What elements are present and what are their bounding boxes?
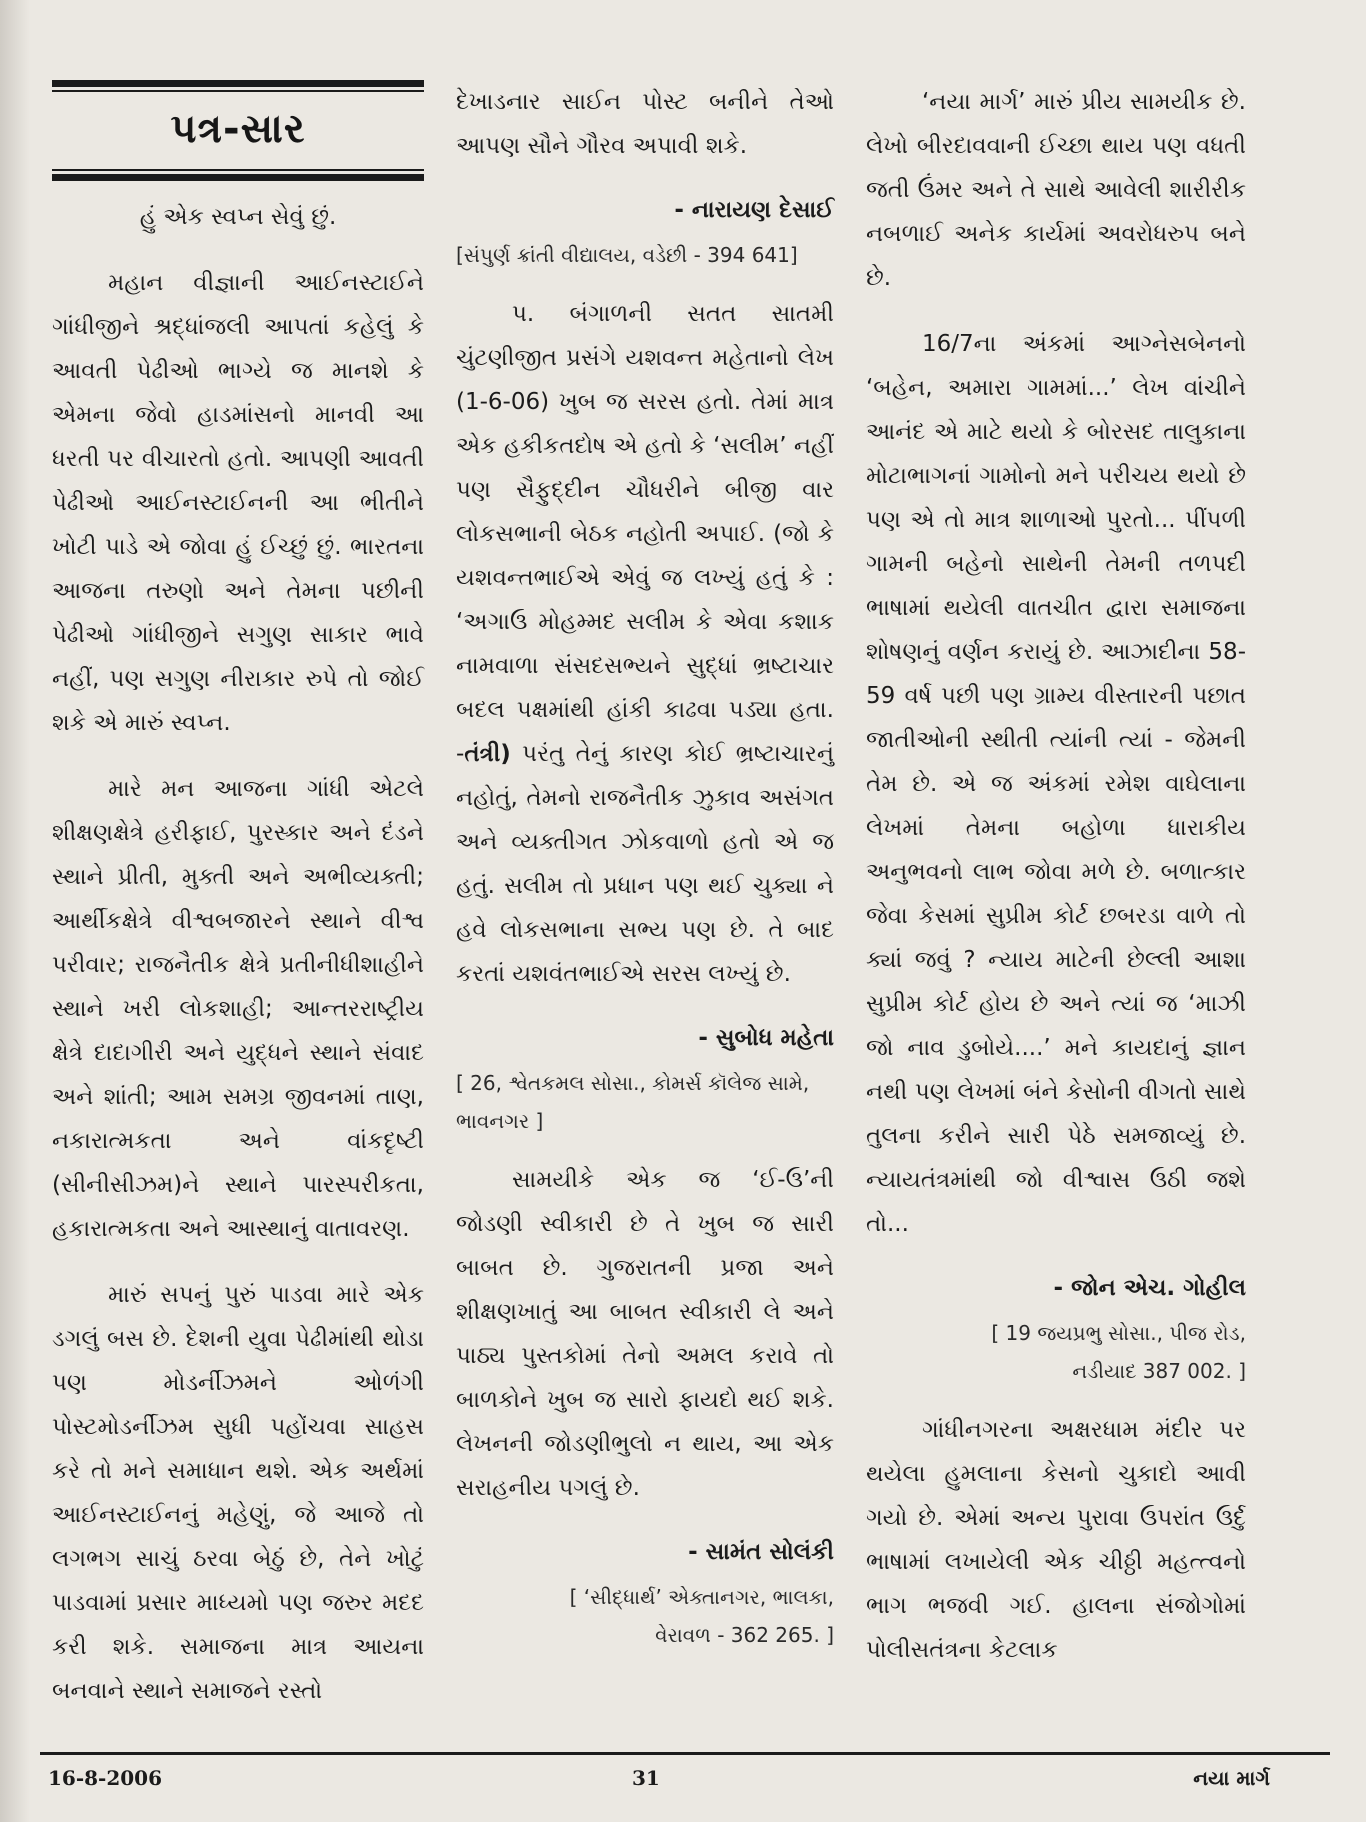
letter-paragraph: મહાન વીજ્ઞાની આઈનસ્ટાઈને ગાંધીજીને શ્રદ્ધાંજલી આપતાં કહેલું કે આવતી પેઢીઓ ભાગ્યે જ માનશે કે એમના જેવો હાડમાંસનો માનવી આ ધરતી પર વીચારતો હતો. આપણી આવતી પેઢીઓ આઈનસ્ટાઈનની આ ભીતીને ખોટી પાડે એ જોવા હું ઈચ્છું છું. ભારતના આજના તરુણો અને તેમના પછીની પેઢીઓ ગાંધીજીને સગુણ સાકાર ભાવે નહીં, પણ સગુણ નીરાકાર રુપે તો જોઈ શકે એ મારું સ્વપ્ન. bbox=[52, 270, 424, 736]
letter-address: [ ‘સીદ્ધાર્થ’ એક્તાનગર, ભાલકા, bbox=[569, 1585, 834, 1609]
letter-paragraph: સામયીકે એક જ ‘ઈ-ઉ’ની જોડણી સ્વીકારી છે તે ખુબ જ સારી બાબત છે. ગુજરાતની પ્રજા અને શીક્ષણખાતું આ બાબત સ્વીકારી લે અને પાઠ્ય પુસ્તકોમાં તેનો અમલ કરાવે તો બાળકોને ખુબ જ સારો ફાયદો થઈ શકે. લેખનની જોડણીભુલો ન થાય, આ એક સરાહનીય પગલું છે. bbox=[456, 1167, 834, 1501]
section-header bbox=[52, 80, 424, 181]
letter-address: [ 26, શ્વેતકમલ સોસા., કોમર્સ કૉલેજ સામે, ભાવનગર ] bbox=[456, 1071, 810, 1133]
page-edge-shadow bbox=[0, 0, 30, 1822]
letter-text: પરંતુ તેનું કારણ કોઈ ભ્રષ્ટાચારનું નહોતું, તેમનો રાજનૈતીક ઝુકાવ અસંગત અને વ્યક્તીગત ઝોકવાળો હતો એ જ હતું. સલીમ તો પ્રધાન પણ થઈ ચુક્યા ને હવે લોકસભાના સભ્ય પણ છે. તે બાદ કરતાં યશવંતભાઈએ સરસ લખ્યું છે. bbox=[456, 741, 834, 987]
letter-address: [સંપુર્ણ ક્રાંતી વીદ્યાલય, વડેછી - 394 641] bbox=[456, 243, 798, 267]
footer-rule bbox=[40, 1752, 1330, 1755]
section-title: પત્ર-સાર bbox=[170, 106, 306, 152]
letter-paragraph bbox=[456, 292, 834, 996]
letter-paragraph: ગાંધીનગરના અક્ષરધામ મંદીર પર થયેલા હુમલાના કેસનો ચુકાદો આવી ગયો છે. એમાં અન્ય પુરાવા ઉપરાંત ઉર્દુ ભાષામાં લખાયેલી એક ચીઠ્ઠી મહત્ત્વનો ભાગ ભજવી ગઈ. હાલના સંજોગોમાં પોલીસતંત્રના કેટલાક bbox=[866, 1417, 1246, 1663]
letter-signature: - જોન એચ. ગોહીલ bbox=[1053, 1275, 1246, 1301]
magazine-name: નયા માર્ગ bbox=[1193, 1766, 1270, 1790]
column-3 bbox=[866, 80, 1246, 1694]
letter-address: [ 19 જયપ્રભુ સોસા., પીજ રોડ, bbox=[991, 1321, 1246, 1345]
column-2 bbox=[456, 80, 834, 1672]
page-number: 31 bbox=[632, 1766, 660, 1790]
header-rule-top bbox=[52, 80, 424, 87]
issue-date: 16-8-2006 bbox=[48, 1766, 163, 1790]
editor-note: તંત્રી) bbox=[464, 741, 511, 767]
letter-paragraph: ‘નયા માર્ગ’ મારું પ્રીય સામયીક છે. લેખો બીરદાવવાની ઈચ્છા થાય પણ વધતી જતી ઉંમર અને તે સાથે આવેલી શારીરીક નબળાઈ અનેક કાર્યમાં અવરોધરુપ બને છે. bbox=[866, 89, 1246, 291]
column-1 bbox=[52, 80, 424, 1735]
letter-paragraph: મારું સપનું પુરું પાડવા મારે એક ડગલું બસ છે. દેશની યુવા પેઢીમાંથી થોડા પણ મોડર્નીઝમને ઓળંગી પોસ્ટમોડર્નીઝમ સુધી પહોંચવા સાહસ કરે તો મને સમાધાન થશે. એક અર્થમાં આઈનસ્ટાઈનનું મહેણું, જે આજે તો લગભગ સાચું ઠરવા બેઠું છે, તેને ખોટું પાડવામાં પ્રસાર માધ્યમો પણ જરુર મદદ કરી શકે. સમાજના માત્ર આયના બનવાને સ્થાને સમાજને રસ્તો bbox=[52, 1282, 424, 1704]
letter-text: પ. બંગાળની સતત સાતમી ચુંટણીજીત પ્રસંગે યશવન્ત મહેતાનો લેખ (1-6-06) ખુબ જ સરસ હતો. તેમાં માત્ર એક હકીકતદોષ એ હતો કે ‘સલીમ’ નહીં પણ સૈફુદ્દીન ચૌધરીને બીજી વાર લોકસભાની બેઠક નહોતી અપાઈ. (જો કે યશવન્તભાઈએ એવું જ લખ્યું હતું કે : ‘અગાઉ મોહમ્મદ સલીમ કે એવા કશાક નામવાળા સંસદસભ્યને સુદ્ધાં ભ્રષ્ટાચાર બદલ પક્ષમાંથી હાંકી કાઢવા પડ્યા હતા. - bbox=[456, 301, 834, 767]
header-rule-bottom-thin bbox=[52, 169, 424, 171]
letter-signature: - સામંત સોલંકી bbox=[688, 1539, 834, 1565]
letter-address: વેરાવળ - 362 265. ] bbox=[655, 1623, 834, 1647]
letter-address: નડીયાદ 387 002. ] bbox=[1072, 1359, 1246, 1383]
letter-paragraph: મારે મન આજના ગાંધી એટલે શીક્ષણક્ષેત્રે હરીફાઈ, પુરસ્કાર અને દંડને સ્થાને પ્રીતી, મુક્તી અને અભીવ્યક્તી; આર્થીકક્ષેત્રે વીશ્વબજારને સ્થાને વીશ્વ પરીવાર; રાજનૈતીક ક્ષેત્રે પ્રતીનીધીશાહીને સ્થાને ખરી લોકશાહી; આન્તરરાષ્ટ્રીય ક્ષેત્રે દાદાગીરી અને યુદ્ધને સ્થાને સંવાદ અને શાંતી; આમ સમગ્ર જીવનમાં તાણ, નકારાત્મકતા અને વાંકદૃષ્ટી (સીનીસીઝમ)ને સ્થાને પારસ્પરીકતા, હકારાત્મકતા અને આસ્થાનું વાતાવરણ. bbox=[52, 776, 424, 1242]
letter-signature: - સુબોધ મહેતા bbox=[698, 1025, 834, 1051]
letter-paragraph: 16/7ના અંકમાં આગ્નેસબેનનો ‘બહેન, અમારા ગામમાં...’ લેખ વાંચીને આનંદ એ માટે થયો કે બોરસદ તાલુકાના મોટાભાગનાં ગામોનો મને પરીચય થયો છે પણ એ તો માત્ર શાળાઓ પુરતો... પીંપળી ગામની બહેનો સાથેની તેમની તળપદી ભાષામાં થયેલી વાતચીત દ્વારા સમાજના શોષણનું વર્ણન કરાયું છે. આઝાદીના 58-59 વર્ષ પછી પણ ગ્રામ્ય વીસ્તારની પછાત જાતીઓની સ્થીતી ત્યાંની ત્યાં - જેમની તેમ છે. એ જ અંકમાં રમેશ વાઘેલાના લેખમાં તેમના બહોળા ધારાકીય અનુભવનો લાભ જોવા મળે છે. બળાત્કાર જેવા કેસમાં સુપ્રીમ કોર્ટ છબરડા વાળે તો ક્યાં જવું ? ન્યાય માટેની છેલ્લી આશા સુપ્રીમ કોર્ટ હોય છે અને ત્યાં જ ‘માઝી જો નાવ ડુબોયે....’ મને કાયદાનું જ્ઞાન નથી પણ લેખમાં બંને કેસોની વીગતો સાથે તુલના કરીને સારી પેઠે સમજાવ્યું છે. ન્યાયતંત્રમાંથી જો વીશ્વાસ ઉઠી જશે તો... bbox=[866, 331, 1246, 1237]
header-rule-bottom bbox=[52, 174, 424, 181]
letter-opening: હું એક સ્વપ્ન સેવું છું. bbox=[139, 204, 337, 230]
letter-paragraph: દેખાડનાર સાઈન પોસ્ટ બનીને તેઓ આપણ સૌને ગૌરવ અપાવી શકે. bbox=[456, 89, 834, 159]
letter-signature: - નારાયણ દેસાઈ bbox=[674, 197, 834, 223]
